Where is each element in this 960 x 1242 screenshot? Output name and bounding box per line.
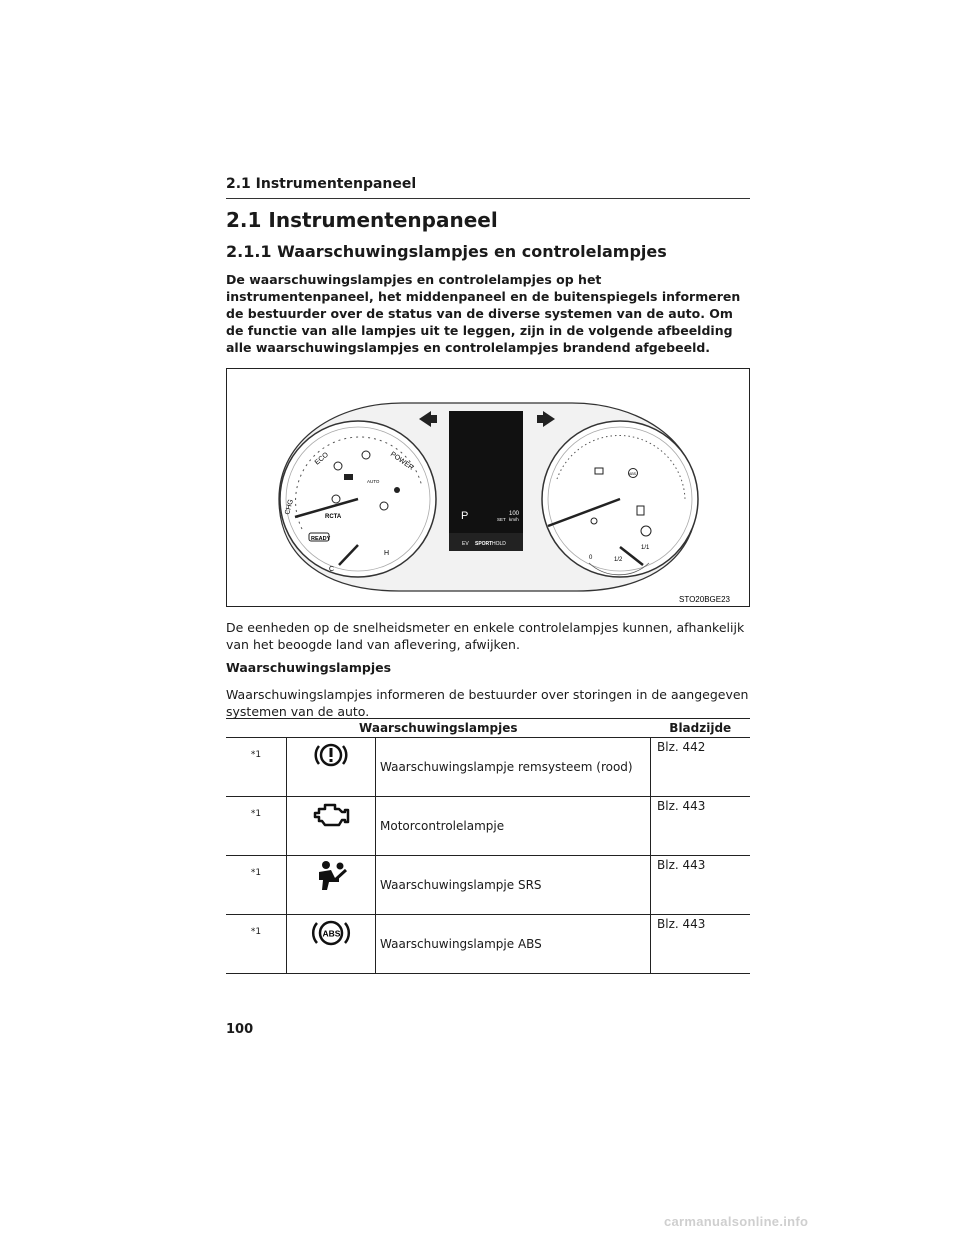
icon-cell — [287, 915, 376, 974]
table-row — [226, 856, 750, 915]
abs-warning-icon — [311, 917, 351, 949]
intro-paragraph: De waarschuwingslampjes en controlelampjes op het instrumentenpaneel, het middenpaneel en de buitenspiegels informeren de bestuurder over de status van de diverse systemen van de auto. Om de functie van alle lampjes uit te leggen, zijn in de volgende afbeelding alle waarschuwingslampjes en controlelampjes brandend afgebeeld. — [226, 272, 741, 355]
page-number: 100 — [226, 1022, 254, 1037]
ev-indicator: EV — [462, 541, 469, 547]
srs-airbag-icon — [313, 858, 349, 892]
abs-mini-indicator: ABS — [629, 472, 637, 476]
eco-label: ECO — [313, 451, 330, 467]
icon-cell — [287, 738, 376, 797]
warning-lights-subheading: Waarschuwingslampjes — [226, 660, 392, 675]
instrument-cluster-figure — [226, 368, 750, 607]
auto-indicator: AUTO — [367, 479, 380, 484]
subsection-heading: 2.1.1 Waarschuwingslampjes en controlelampjes — [226, 242, 667, 261]
instrument-cluster-illustration — [227, 369, 749, 606]
page-reference: Blz. 443 — [651, 856, 751, 915]
footnote-marker: *1 — [226, 797, 287, 856]
footnote-marker: *1 — [226, 738, 287, 797]
hold-indicator: HOLD — [492, 541, 506, 547]
light-description: Waarschuwingslampje remsysteem (rood) — [376, 738, 651, 797]
power-label: POWER — [388, 450, 415, 472]
fuel-half-label: 1/2 — [614, 557, 623, 563]
gear-display: P — [461, 510, 469, 522]
watermark: carmanualsonline.info — [664, 1214, 809, 1229]
light-description: Waarschuwingslampje ABS — [376, 915, 651, 974]
fuel-full-label: 1/1 — [641, 545, 650, 551]
footnote-marker: *1 — [226, 856, 287, 915]
table-row — [226, 738, 750, 797]
sport-indicator: SPORT — [475, 541, 493, 547]
brake-warning-icon — [314, 740, 348, 770]
page-reference: Blz. 442 — [651, 738, 751, 797]
running-header: 2.1 Instrumentenpaneel — [226, 176, 417, 192]
footnote-marker: *1 — [226, 915, 287, 974]
page-reference: Blz. 443 — [651, 915, 751, 974]
light-description: Motorcontrolelampje — [376, 797, 651, 856]
rcta-indicator: RCTA — [325, 514, 342, 520]
table-header-lights: Waarschuwingslampjes — [226, 719, 651, 738]
table-row — [226, 797, 750, 856]
abs-icon-text: ABS — [322, 928, 341, 939]
table-row — [226, 915, 750, 974]
speed-value: 100 — [509, 511, 520, 517]
light-description: Waarschuwingslampje SRS — [376, 856, 651, 915]
warning-lights-paragraph: Waarschuwingslampjes informeren de bestuurder over storingen in de aangegeven systemen van de auto. — [226, 687, 749, 719]
temp-hot-label: H — [384, 550, 390, 557]
icon-cell — [287, 797, 376, 856]
warning-lights-table — [226, 718, 750, 974]
speed-unit: km/h — [509, 517, 519, 522]
temp-cold-label: C — [329, 566, 335, 573]
fuel-empty-label: 0 — [589, 555, 593, 561]
section-heading: 2.1 Instrumentenpaneel — [226, 208, 498, 232]
header-rule — [226, 198, 750, 199]
page-reference: Blz. 443 — [651, 797, 751, 856]
icon-cell — [287, 856, 376, 915]
figure-code: STO20BGE23 — [679, 595, 730, 604]
speed-set: SET — [497, 517, 506, 522]
table-header-page: Bladzijde — [651, 719, 751, 738]
ready-indicator: READY — [311, 536, 331, 542]
units-note-paragraph: De eenheden op de snelheidsmeter en enkele controlelampjes kunnen, afhankelijk van het beoogde land van aflevering, afwijken. — [226, 620, 745, 652]
engine-check-icon — [311, 799, 351, 831]
chg-label: CHG — [284, 498, 295, 516]
